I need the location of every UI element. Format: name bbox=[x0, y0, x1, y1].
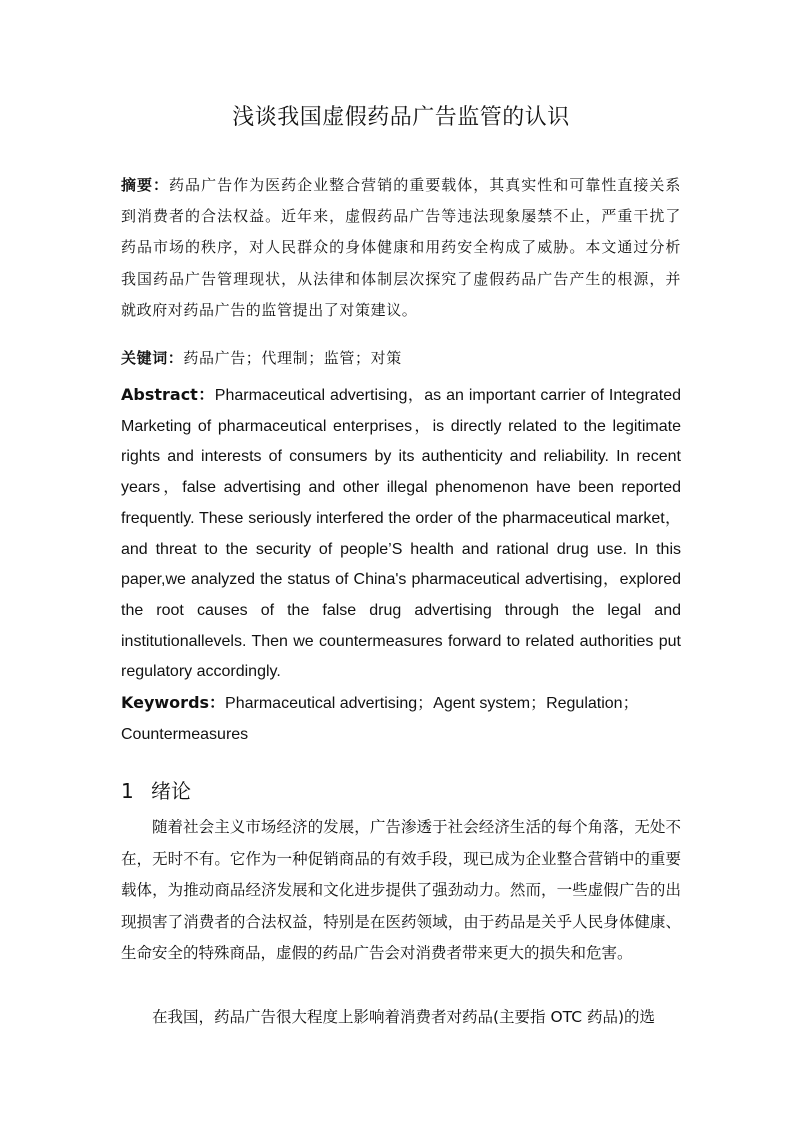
english-abstract bbox=[121, 380, 681, 688]
section-title: 绪论 bbox=[151, 779, 191, 803]
english-abstract-text: Pharmaceutical advertising，as an important carrier of Integrated Marketing of pharmaceutical enterprises，is directly related to the legitimate rights and interests of consumers by its authenticity and reliability. In recent years，false advertising and other illegal phenomenon have been reported frequently. These seriously interfered the order of the pharmaceutical market，and threat to the security of people’S health and rational drug use. In this paper,we analyzed the status of China's pharmaceutical advertising，explored the root causes of the false drug advertising through the legal and institutionallevels. Then we countermeasures forward to related authorities put regulatory accordingly. bbox=[121, 387, 682, 681]
chinese-abstract-text: 药品广告作为医药企业整合营销的重要载体，其真实性和可靠性直接关系到消费者的合法权益。近年来，虚假药品广告等违法现象屡禁不止，严重干扰了药品市场的秩序，对人民群众的身体健康和用药安全构成了威胁。本文通过分析我国药品广告管理现状，从法律和体制层次探究了虚假药品广告产生的根源，并就政府对药品广告的监管提出了对策建议。 bbox=[121, 176, 682, 319]
chinese-keywords bbox=[121, 343, 681, 373]
chinese-abstract bbox=[121, 170, 681, 326]
chinese-keywords-label: 关键词： bbox=[121, 349, 184, 367]
english-keywords bbox=[121, 688, 681, 750]
body-paragraph: 随着社会主义市场经济的发展，广告渗透于社会经济生活的每个角落，无处不在，无时不有。它作为一种促销商品的有效手段，现已成为企业整合营销中的重要载体，为推动商品经济发展和文化进步提供了强劲动力。然而，一些虚假广告的出现损害了消费者的合法权益，特别是在医药领域，由于药品是关乎人民身体健康、生命安全的特殊商品，虚假的药品广告会对消费者带来更大的损失和危害。 bbox=[121, 818, 681, 962]
english-keywords-label: Keywords： bbox=[121, 693, 226, 712]
section-number: 1 bbox=[121, 779, 134, 803]
chinese-abstract-label: 摘要： bbox=[121, 176, 170, 194]
body-paragraph: 在我国，药品广告很大程度上影响着消费者对药品(主要指 OTC 药品)的选 bbox=[152, 1008, 656, 1026]
section-heading-introduction bbox=[121, 776, 681, 806]
english-keywords-text: Pharmaceutical advertising；Agent system；Regulation；Countermeasures bbox=[121, 695, 639, 743]
chinese-keywords-text: 药品广告；代理制；监管；对策 bbox=[183, 349, 402, 367]
english-abstract-label: Abstract： bbox=[121, 385, 215, 404]
paper-title: 浅谈我国虚假药品广告监管的认识 bbox=[232, 105, 570, 130]
